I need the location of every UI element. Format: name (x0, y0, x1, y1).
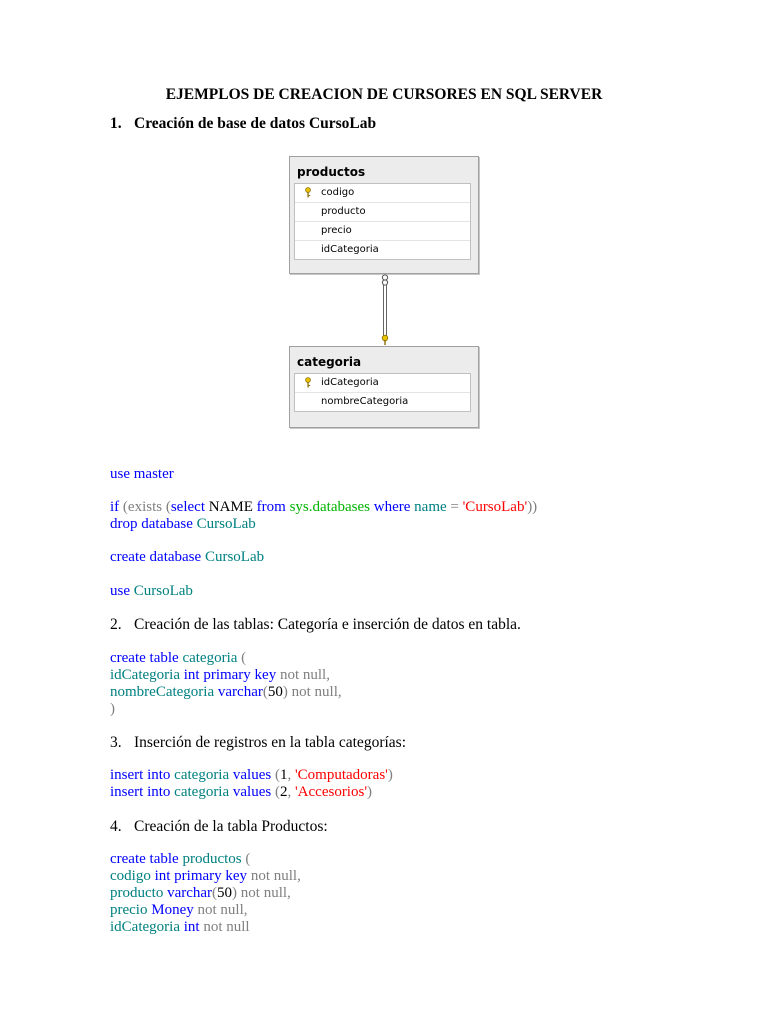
column-idcategoria: idCategoria (321, 244, 379, 255)
key-endpoint-icon (382, 335, 388, 345)
relationship-connector (378, 274, 392, 346)
primary-key-icon (305, 187, 311, 198)
column-idcategoria: idCategoria (295, 374, 470, 393)
code-create-table-categoria: create table categoria ( idCategoria int primary key not null, nombreCategoria varchar(50) not null, ) (110, 650, 342, 717)
table-productos (289, 156, 479, 274)
infinity-icon (382, 275, 387, 285)
section-4-heading: 4. Creación de la tabla Productos: (110, 818, 328, 835)
code-drop-database: if (exists (select NAME from sys.databases where name = 'CursoLab')) drop database CursoLab (110, 499, 538, 532)
column-nombrecategoria: nombreCategoria (321, 396, 409, 407)
section-2-heading: 2. Creación de las tablas: Categoría e inserción de datos en tabla. (110, 616, 521, 633)
column-codigo: codigo (295, 184, 470, 203)
document-title: EJEMPLOS DE CREACION DE CURSORES EN SQL SERVER (165, 86, 603, 103)
code-use-master: use master (110, 466, 174, 482)
code-create-database: create database CursoLab (110, 549, 265, 565)
table-categoria (289, 346, 479, 428)
section-1-heading (110, 115, 376, 133)
table-categoria-columns (294, 373, 471, 412)
section-1-text: Creación de base de datos CursoLab (134, 115, 377, 132)
code-insert-categoria: insert into categoria values (1, 'Computadoras') insert into categoria values (2, 'Accesorios') (110, 767, 393, 800)
column-producto: producto (295, 203, 470, 222)
code-use-cursolab: use CursoLab (110, 583, 193, 599)
section-1-number: 1. (110, 115, 122, 132)
table-productos-name: productos (297, 165, 366, 179)
table-productos-columns (294, 183, 471, 260)
section-3-heading: 3. Inserción de registros en la tabla categorías: (110, 734, 406, 751)
primary-key-icon (305, 377, 311, 388)
table-categoria-name: categoria (297, 355, 362, 369)
column-precio: precio (295, 222, 470, 241)
code-create-table-productos: create table productos ( codigo int primary key not null, producto varchar(50) not null, precio Money not null, idCategoria int not null (110, 851, 301, 935)
